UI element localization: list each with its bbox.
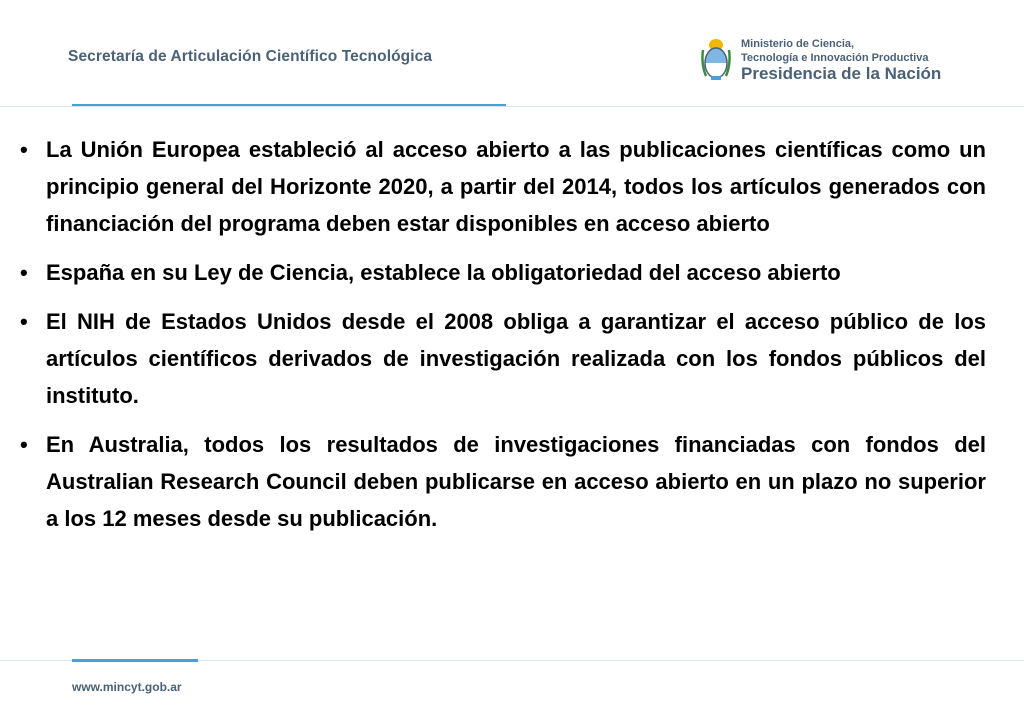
bullet-text: La Unión Europea estableció al acceso abierto a las publicaciones científicas como un principio general del Horizonte 2020, a partir del 2014, todos los artículos generados con financiación del programa deben estar disponibles en acceso abierto <box>46 137 986 236</box>
header-divider <box>0 106 1024 107</box>
ministry-name-line1: Ministerio de Ciencia, <box>741 38 855 50</box>
bullet-item-eu <box>20 131 986 242</box>
bullet-list <box>20 131 986 549</box>
bullet-marker: • <box>20 260 28 285</box>
ministry-presidency: Presidencia de la Nación <box>741 64 942 83</box>
bullet-text: En Australia, todos los resultados de investigaciones financiadas con fondos del Australian Research Council deben publicarse en acceso abierto en un plazo no superior a los 12 meses desde su publicación. <box>46 432 986 531</box>
footer-accent-rule <box>72 659 198 662</box>
bullet-item-spain <box>20 254 986 291</box>
ministry-logo <box>700 36 1000 86</box>
bullet-text: España en su Ley de Ciencia, establece la obligatoriedad del acceso abierto <box>46 260 841 285</box>
bullet-marker: • <box>20 137 28 162</box>
header-title: Secretaría de Articulación Científico Tecnológica <box>68 48 433 65</box>
bullet-text: El NIH de Estados Unidos desde el 2008 obliga a garantizar el acceso público de los artículos científicos derivados de investigación realizada con los fondos públicos del instituto. <box>46 309 986 408</box>
bullet-marker: • <box>20 309 28 334</box>
footer-website-link[interactable]: www.mincyt.gob.ar <box>72 680 182 694</box>
bullet-item-australia <box>20 426 986 537</box>
bullet-marker: • <box>20 432 28 457</box>
ministry-name-line2: Tecnología e Innovación Productiva <box>741 52 929 64</box>
argentina-coat-of-arms-icon <box>700 36 732 82</box>
bullet-item-nih <box>20 303 986 414</box>
